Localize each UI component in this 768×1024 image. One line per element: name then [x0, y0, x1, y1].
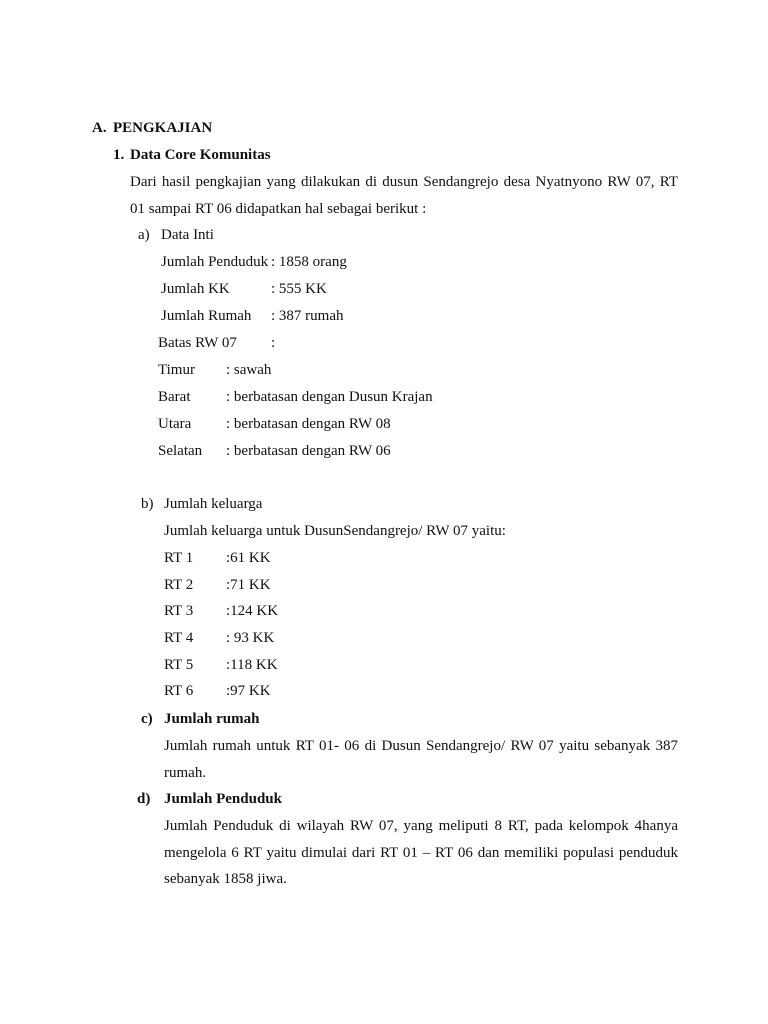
item-a-marker: a): [138, 227, 150, 243]
batas-direction: Barat: [158, 389, 191, 405]
rt-value: :97 KK: [226, 683, 271, 699]
rt-value: :71 KK: [226, 577, 271, 593]
rt-label: RT 4: [164, 630, 194, 646]
data-inti-value: : 387 rumah: [271, 308, 344, 324]
rt-label: RT 3: [164, 603, 194, 619]
rt-value: :61 KK: [226, 550, 271, 566]
data-inti-value: : 1858 orang: [271, 254, 347, 270]
data-inti-label: Jumlah Rumah: [161, 308, 252, 324]
batas-value: : berbatasan dengan RW 06: [226, 443, 391, 459]
item-d-body: Jumlah Penduduk di wilayah RW 07, yang meliputi 8 RT, pada kelompok 4hanya mengelola 6 RT yaitu dimulai dari RT 01 – RT 06 dan memiliki populasi penduduk sebanyak 1858 jiwa.: [164, 818, 678, 887]
item-c-marker: c): [141, 711, 153, 727]
batas-value: : sawah: [226, 362, 272, 378]
rt-label: RT 5: [164, 657, 194, 673]
item-d-title: Jumlah Penduduk: [164, 791, 282, 807]
intro-paragraph: Dari hasil pengkajian yang dilakukan di dusun Sendangrejo desa Nyatnyono RW 07, RT 01 sampai RT 06 didapatkan hal sebagai berikut :: [130, 174, 678, 217]
rt-value: : 93 KK: [226, 630, 275, 646]
item-b-marker: b): [141, 496, 154, 512]
item-b-description: Jumlah keluarga untuk DusunSendangrejo/ RW 07 yaitu:: [164, 523, 506, 539]
data-inti-label: Jumlah KK: [161, 281, 230, 297]
batas-direction: Utara: [158, 416, 192, 432]
rt-value: :124 KK: [226, 603, 279, 619]
subsection-marker: 1.: [113, 147, 125, 163]
rt-label: RT 1: [164, 550, 194, 566]
rt-label: RT 6: [164, 683, 194, 699]
data-inti-value: : 555 KK: [271, 281, 327, 297]
batas-direction: Timur: [158, 362, 195, 378]
batas-colon: :: [271, 335, 276, 351]
item-b-title: Jumlah keluarga: [164, 496, 263, 512]
section-title: PENGKAJIAN: [113, 120, 213, 136]
rt-value: :118 KK: [226, 657, 278, 673]
item-c-body: Jumlah rumah untuk RT 01- 06 di Dusun Sendangrejo/ RW 07 yaitu sebanyak 387 rumah.: [164, 738, 678, 781]
item-d-marker: d): [137, 791, 151, 807]
section-marker: A.: [92, 120, 107, 136]
rt-label: RT 2: [164, 577, 194, 593]
batas-value: : berbatasan dengan RW 08: [226, 416, 391, 432]
batas-value: : berbatasan dengan Dusun Krajan: [226, 389, 433, 405]
subsection-title: Data Core Komunitas: [130, 147, 271, 163]
item-c-title: Jumlah rumah: [164, 711, 260, 727]
item-a-title: Data Inti: [161, 227, 214, 243]
data-inti-label: Jumlah Penduduk: [161, 254, 269, 270]
batas-label: Batas RW 07: [158, 335, 237, 351]
batas-direction: Selatan: [158, 443, 203, 459]
